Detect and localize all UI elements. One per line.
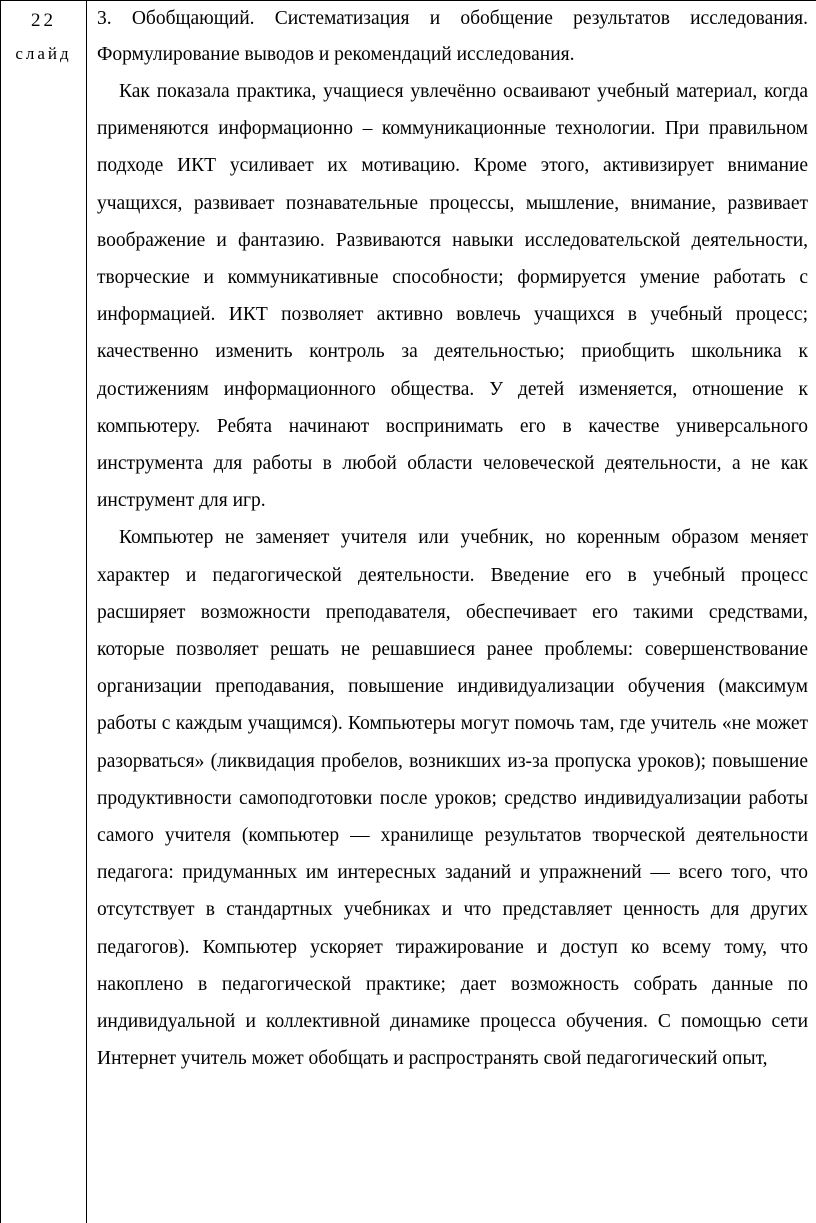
- slide-number: 22: [31, 10, 56, 31]
- slide-label-cell: [0, 1, 87, 1223]
- paragraph-stage-title: 3. Обобщающий. Систематизация и обобщение результатов исследования. Формулирование выводов и рекомендаций исследования.: [97, 8, 808, 65]
- paragraph-computer-role: Компьютер не заменяет учителя или учебник, но коренным образом меняет характер и педагогической деятельности. Введение его в учебный процесс расширяет возможности преподавателя, обеспечивает его такими средствами, которые позволяет решать не решавшиеся ранее проблемы: совершенствование организации преподавания, повышение индивидуализации обучения (максимум работы с каждым учащимся). Компьютеры могут помочь там, где учитель «не может разорваться» (ликвидация пробелов, возникших из-за пропуска уроков); повышение продуктивности самоподготовки после уроков; средство индивидуализации работы самого учителя (компьютер — хранилище результатов творческой деятельности педагога: придуманных им интересных заданий и упражнений — всего того, что отсутствует в стандартных учебниках и что представляет ценность для других педагогов). Компьютер ускоряет тиражирование и доступ ко всему тому, что накоплено в педагогической практике; дает возможность собрать данные по индивидуальной и коллективной динамике процесса обучения. С помощью сети Интернет учитель может обобщать и распространять свой педагогический опыт,: [97, 527, 808, 1070]
- slide-word: слайд: [15, 44, 72, 63]
- content-cell: [87, 1, 816, 1223]
- paragraph-ict-benefits: Как показала практика, учащиеся увлечённо осваивают учебный материал, когда применяются информационно – коммуникационные технологии. При правильном подходе ИКТ усиливает их мотивацию. Кроме этого, активизирует внимание учащихся, развивает познавательные процессы, мышление, внимание, развивает воображение и фантазию. Развиваются навыки исследовательской деятельности, творческие и коммуникативные способности; формируется умение работать с информацией. ИКТ позволяет активно вовлечь учащихся в учебный процесс; качественно изменить контроль за деятельностью; приобщить школьника к достижениям информационного общества. У детей изменяется, отношение к компьютеру. Ребята начинают воспринимать его в качестве универсального инструмента для работы в любой области человеческой деятельности, а не как инструмент для игр.: [97, 81, 808, 512]
